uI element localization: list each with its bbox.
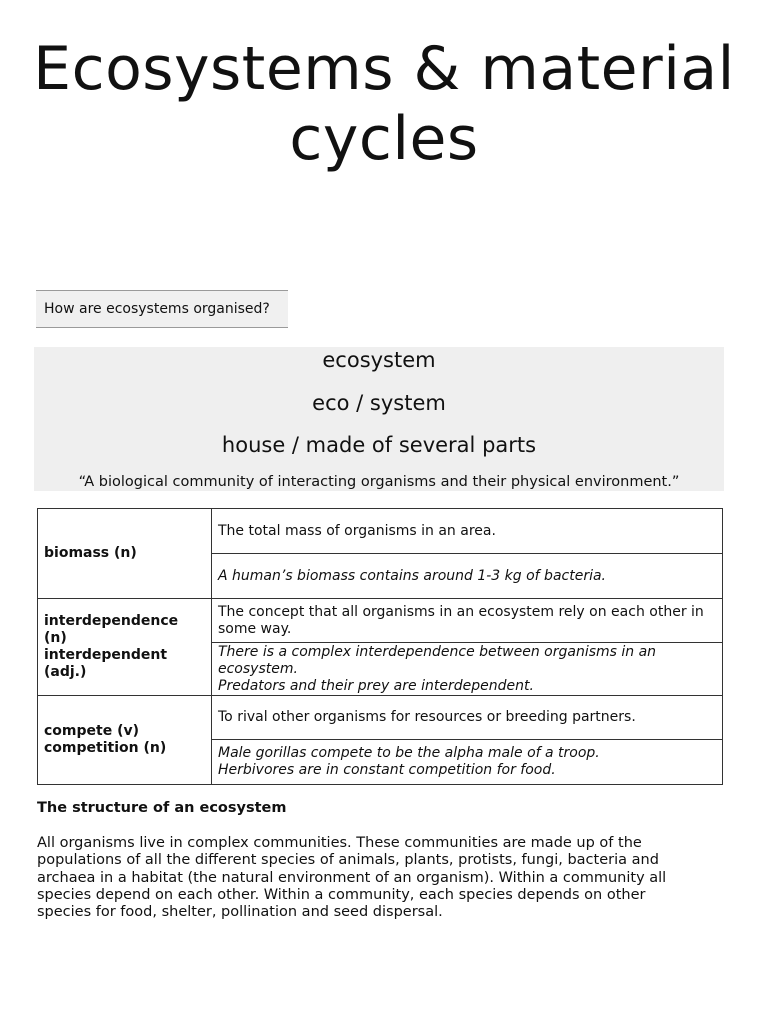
vocab-term: interdependence (n) xyxy=(44,613,179,646)
vocab-row-interdependence xyxy=(38,599,723,643)
vocab-term: interdependent (adj.) xyxy=(44,647,168,680)
body-paragraph: All organisms live in complex communities. These communities are made up of the populations of all the different species of animals, plants, protists, fungi, bacteria and archaea in a habitat (the natural environment of an organism). Within a community all species depend on each other. Within a community, each species depends on other species for food, shelter, pollination and seed dispersal. xyxy=(37,835,667,921)
section-heading: The structure of an ecosystem xyxy=(37,800,287,816)
vocab-example: Herbivores are in constant competition for food. xyxy=(218,762,556,778)
vocab-definition: The total mass of organisms in an area. xyxy=(212,509,723,554)
page-title: Ecosystems & material cycles xyxy=(33,34,735,174)
vocab-term: compete (v) xyxy=(44,723,140,739)
vocab-definition: The concept that all organisms in an ecosystem rely on each other in some way. xyxy=(212,599,723,643)
vocabulary-table xyxy=(37,508,723,785)
definition-panel xyxy=(34,347,724,491)
vocab-definition: To rival other organisms for resources or breeding partners. xyxy=(212,696,723,740)
vocab-example-cell xyxy=(212,554,723,599)
vocab-term-cell xyxy=(38,599,212,696)
definition-split: eco / system xyxy=(312,391,446,415)
vocab-term-cell xyxy=(38,509,212,599)
vocab-example-cell xyxy=(212,643,723,696)
vocab-example: There is a complex interdependence between organisms in an ecosystem. xyxy=(218,643,657,677)
vocab-term: competition (n) xyxy=(44,740,167,756)
question-box: How are ecosystems organised? xyxy=(36,290,288,328)
vocab-row-compete xyxy=(38,696,723,740)
definition-quote: “A biological community of interacting organisms and their physical environment.” xyxy=(78,474,680,490)
vocab-example: Male gorillas compete to be the alpha male of a troop. xyxy=(218,745,600,761)
definition-meaning: house / made of several parts xyxy=(221,433,537,457)
vocab-example: Predators and their prey are interdependent. xyxy=(218,677,534,694)
vocab-term-cell xyxy=(38,696,212,785)
vocab-row-biomass xyxy=(38,509,723,554)
vocab-example-cell xyxy=(212,740,723,785)
vocab-example: A human’s biomass contains around 1-3 kg of bacteria. xyxy=(218,567,606,584)
vocab-term: biomass (n) xyxy=(44,545,137,561)
definition-word: ecosystem xyxy=(322,348,436,372)
